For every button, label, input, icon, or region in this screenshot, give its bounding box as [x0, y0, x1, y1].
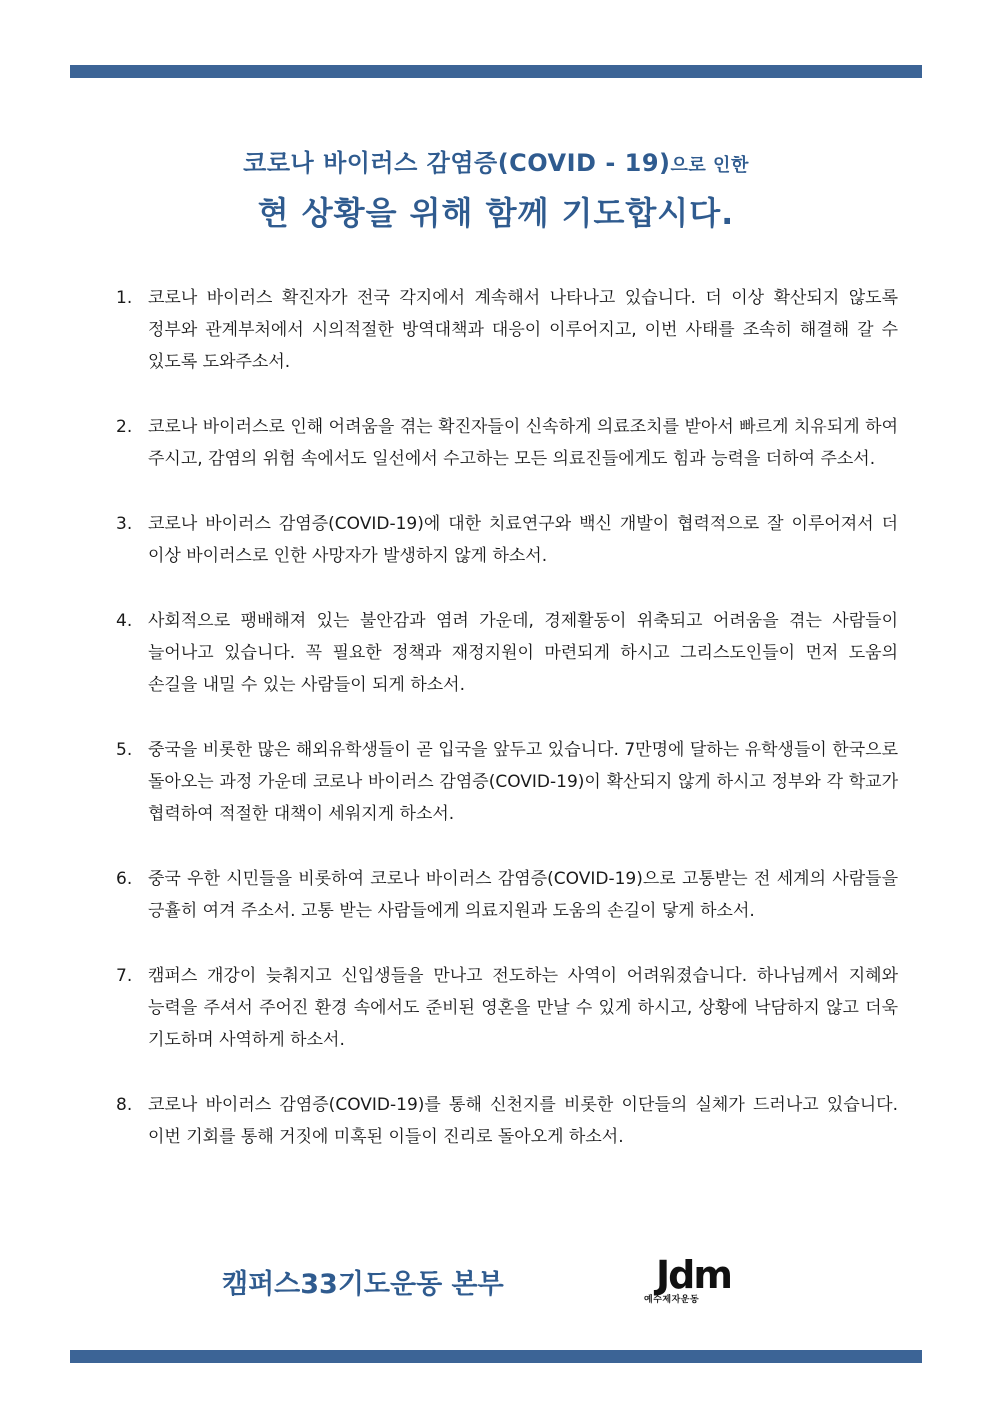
- prayer-item: [116, 863, 898, 927]
- organization-name: 캠퍼스33기도운동 본부: [222, 1269, 504, 1300]
- title-line-1: [70, 143, 922, 178]
- prayer-item: [116, 734, 898, 830]
- prayer-item-text: 코로나 바이러스로 인해 어려움을 겪는 확진자들이 신속하게 의료조치를 받아서 빠르게 치유되게 하여 주시고, 감염의 위험 속에서도 일선에서 수고하는 모든 의료진들에게도 힘과 능력을 더하여 주소서.: [148, 417, 898, 469]
- prayer-item-number: 6.: [116, 869, 133, 889]
- jdm-logo: [640, 1253, 750, 1305]
- prayer-item-number: 2.: [116, 417, 133, 437]
- prayer-item-text: 캠퍼스 개강이 늦춰지고 신입생들을 만나고 전도하는 사역이 어려워졌습니다. 하나님께서 지혜와 능력을 주셔서 주어진 환경 속에서도 준비된 영혼을 만날 수 있게 하시고, 상황에 낙담하지 않고 더욱 기도하며 사역하게 하소서.: [148, 966, 898, 1050]
- prayer-item-number: 8.: [116, 1095, 133, 1115]
- prayer-item-text: 중국을 비롯한 많은 해외유학생들이 곧 입국을 앞두고 있습니다. 7만명에 달하는 유학생들이 한국으로 돌아오는 과정 가운데 코로나 바이러스 감염증(COVID-19)이 확산되지 않게 하시고 정부와 각 학교가 협력하여 적절한 대책이 세워지게 하소서.: [148, 740, 898, 824]
- prayer-item: [116, 282, 898, 378]
- title-line-2: 현 상황을 위해 함께 기도합시다.: [257, 194, 735, 232]
- prayer-item-text: 코로나 바이러스 감염증(COVID-19)에 대한 치료연구와 백신 개발이 협력적으로 잘 이루어져서 더 이상 바이러스로 인한 사망자가 발생하지 않게 하소서.: [148, 514, 898, 566]
- logo-subtitle: 예수제자운동: [644, 1295, 700, 1305]
- prayer-item-number: 4.: [116, 611, 133, 631]
- prayer-item-number: 7.: [116, 966, 133, 986]
- prayer-item-number: 1.: [116, 288, 133, 308]
- prayer-item-number: 5.: [116, 740, 133, 760]
- title-line-1-small: 으로 인한: [670, 155, 749, 176]
- prayer-item: [116, 605, 898, 701]
- prayer-item-text: 코로나 바이러스 감염증(COVID-19)를 통해 신천지를 비롯한 이단들의 실체가 드러나고 있습니다. 이번 기회를 통해 거짓에 미혹된 이들이 진리로 돌아오게 하소서.: [148, 1095, 898, 1147]
- prayer-item-text: 코로나 바이러스 확진자가 전국 각지에서 계속해서 나타나고 있습니다. 더 이상 확산되지 않도록 정부와 관계부처에서 시의적절한 방역대책과 대응이 이루어지고, 이번 사태를 조속히 해결해 갈 수 있도록 도와주소서.: [148, 288, 898, 372]
- prayer-item-text: 중국 우한 시민들을 비롯하여 코로나 바이러스 감염증(COVID-19)으로 고통받는 전 세계의 사람들을 긍휼히 여겨 주소서. 고통 받는 사람들에게 의료지원과 도움의 손길이 닿게 하소서.: [148, 869, 898, 921]
- prayer-item: [116, 1089, 898, 1153]
- prayer-list: [116, 282, 898, 1186]
- logo-mark: Jdm: [656, 1253, 731, 1297]
- title-line-1-main: 코로나 바이러스 감염증(COVID - 19): [243, 149, 671, 177]
- prayer-item: [116, 508, 898, 572]
- prayer-item-number: 3.: [116, 514, 133, 534]
- prayer-item: [116, 411, 898, 475]
- bottom-divider-bar: [70, 1350, 922, 1363]
- top-divider-bar: [70, 65, 922, 78]
- prayer-item-text: 사회적으로 팽배해져 있는 불안감과 염려 가운데, 경제활동이 위축되고 어려움을 겪는 사람들이 늘어나고 있습니다. 꼭 필요한 정책과 재정지원이 마련되게 하시고 그리스도인들이 먼저 도움의 손길을 내밀 수 있는 사람들이 되게 하소서.: [148, 611, 898, 695]
- prayer-item: [116, 960, 898, 1056]
